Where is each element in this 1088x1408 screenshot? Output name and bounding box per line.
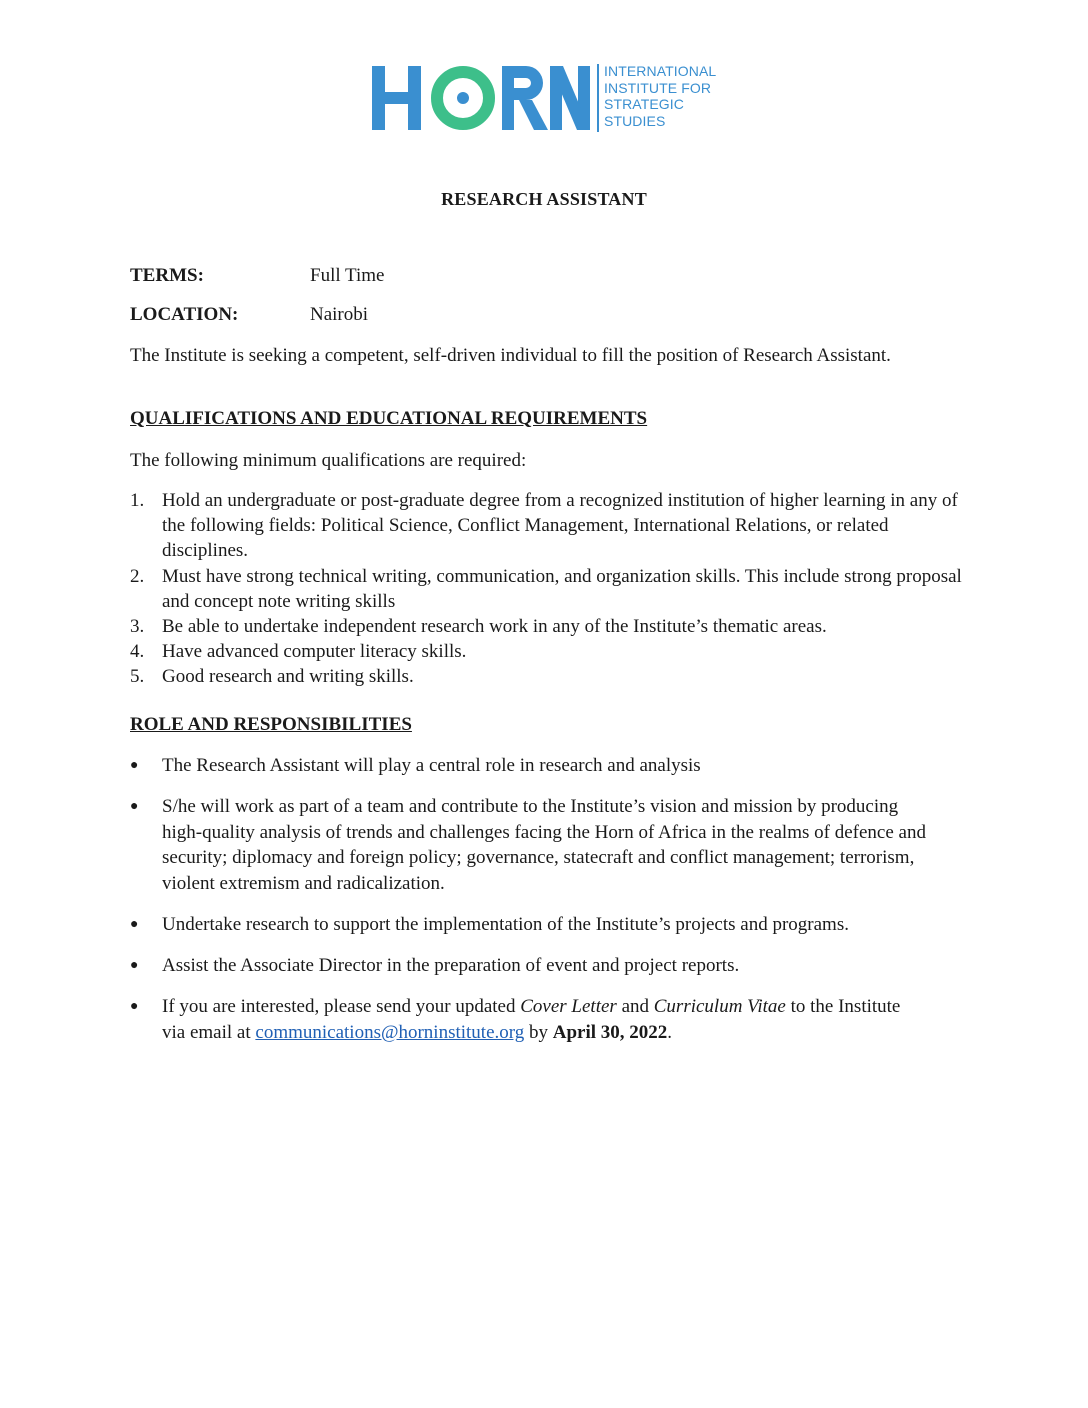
list-number: 5. <box>130 666 145 687</box>
logo-tagline-line: STRATEGIC <box>604 96 684 112</box>
list-number: 2. <box>130 566 145 587</box>
bullet-text: Assist the Associate Director in the preparation of event and project reports. <box>162 955 740 976</box>
apply-bullet <box>130 994 910 1045</box>
list-item <box>130 488 970 563</box>
logo-divider <box>597 64 599 132</box>
list-number: 3. <box>130 616 145 637</box>
logo-tagline-line: INSTITUTE FOR <box>604 79 712 96</box>
horn-wordmark-icon <box>372 62 602 134</box>
bullet-item <box>130 953 960 979</box>
apply-and-text: and <box>616 996 654 1017</box>
list-item <box>130 664 970 689</box>
bullet-item <box>130 794 940 896</box>
bullet-marker: ● <box>130 999 139 1014</box>
bullet-marker: ● <box>130 758 139 773</box>
document-title: RESEARCH ASSISTANT <box>441 189 647 209</box>
list-number: 4. <box>130 641 145 662</box>
list-item-text: Have advanced computer literacy skills. <box>162 641 467 662</box>
list-item-text: Be able to undertake independent research work in any of the Institute’s thematic areas. <box>162 616 827 637</box>
location-value: Nairobi <box>310 304 369 325</box>
bullet-text: The Research Assistant will play a central role in research and analysis <box>162 755 701 776</box>
bullet-text: Undertake research to support the implementation of the Institute’s projects and programs. <box>162 914 849 935</box>
list-item-text: Hold an undergraduate or post-graduate degree from a recognized institution of higher learning in any of the following fields: Political Science, Conflict Management, International Relations, or related disciplines. <box>162 490 958 561</box>
location-label: LOCATION: <box>130 304 239 325</box>
bullet-item <box>130 912 960 938</box>
list-item <box>130 639 970 664</box>
deadline-text: April 30, 2022 <box>552 1021 668 1043</box>
apply-by-text: by <box>524 1021 553 1043</box>
list-item <box>130 564 962 614</box>
qualifications-lead: The following minimum qualifications are required: <box>130 450 527 471</box>
list-number: 1. <box>130 490 145 511</box>
logo-tagline-line: INTERNATIONAL <box>604 63 717 79</box>
bullet-marker: ● <box>130 958 139 973</box>
bullet-text: S/he will work as part of a team and contribute to the Institute’s vision and mission by producing high-quality analysis of trends and challenges facing the Horn of Africa in the realms of defence and security; diplomacy and foreign policy; governance, statecraft and conflict management; terrorism, violent extremism and radicalization. <box>162 796 926 894</box>
cv-text: Curriculum Vitae <box>653 996 786 1017</box>
logo-tagline-line: STUDIES <box>604 112 666 129</box>
qualifications-heading: QUALIFICATIONS AND EDUCATIONAL REQUIREMENTS <box>130 408 648 429</box>
responsibilities-heading: ROLE AND RESPONSIBILITIES <box>130 714 412 735</box>
cover-letter-text: Cover Letter <box>520 996 617 1017</box>
logo-tagline <box>604 63 716 129</box>
terms-label: TERMS: <box>130 265 204 286</box>
list-item-text: Good research and writing skills. <box>162 666 414 687</box>
bullet-marker: ● <box>130 799 139 814</box>
list-item-text: Must have strong technical writing, communication, and organization skills. This include strong proposal and concept note writing skills <box>162 566 962 612</box>
bullet-item <box>130 753 960 779</box>
qualifications-list <box>130 488 970 689</box>
apply-text: If you are interested, please send your updated <box>162 996 521 1017</box>
terms-value: Full Time <box>310 265 385 286</box>
list-item <box>130 614 970 639</box>
bullet-marker: ● <box>130 917 139 932</box>
apply-via-text: to the Institute via email at <box>162 996 901 1043</box>
email-link[interactable]: communications@horninstitute.org <box>255 1021 525 1043</box>
intro-paragraph: The Institute is seeking a competent, self-driven individual to fill the position of Research Assistant. <box>130 345 891 366</box>
apply-end-text: . <box>667 1021 673 1043</box>
